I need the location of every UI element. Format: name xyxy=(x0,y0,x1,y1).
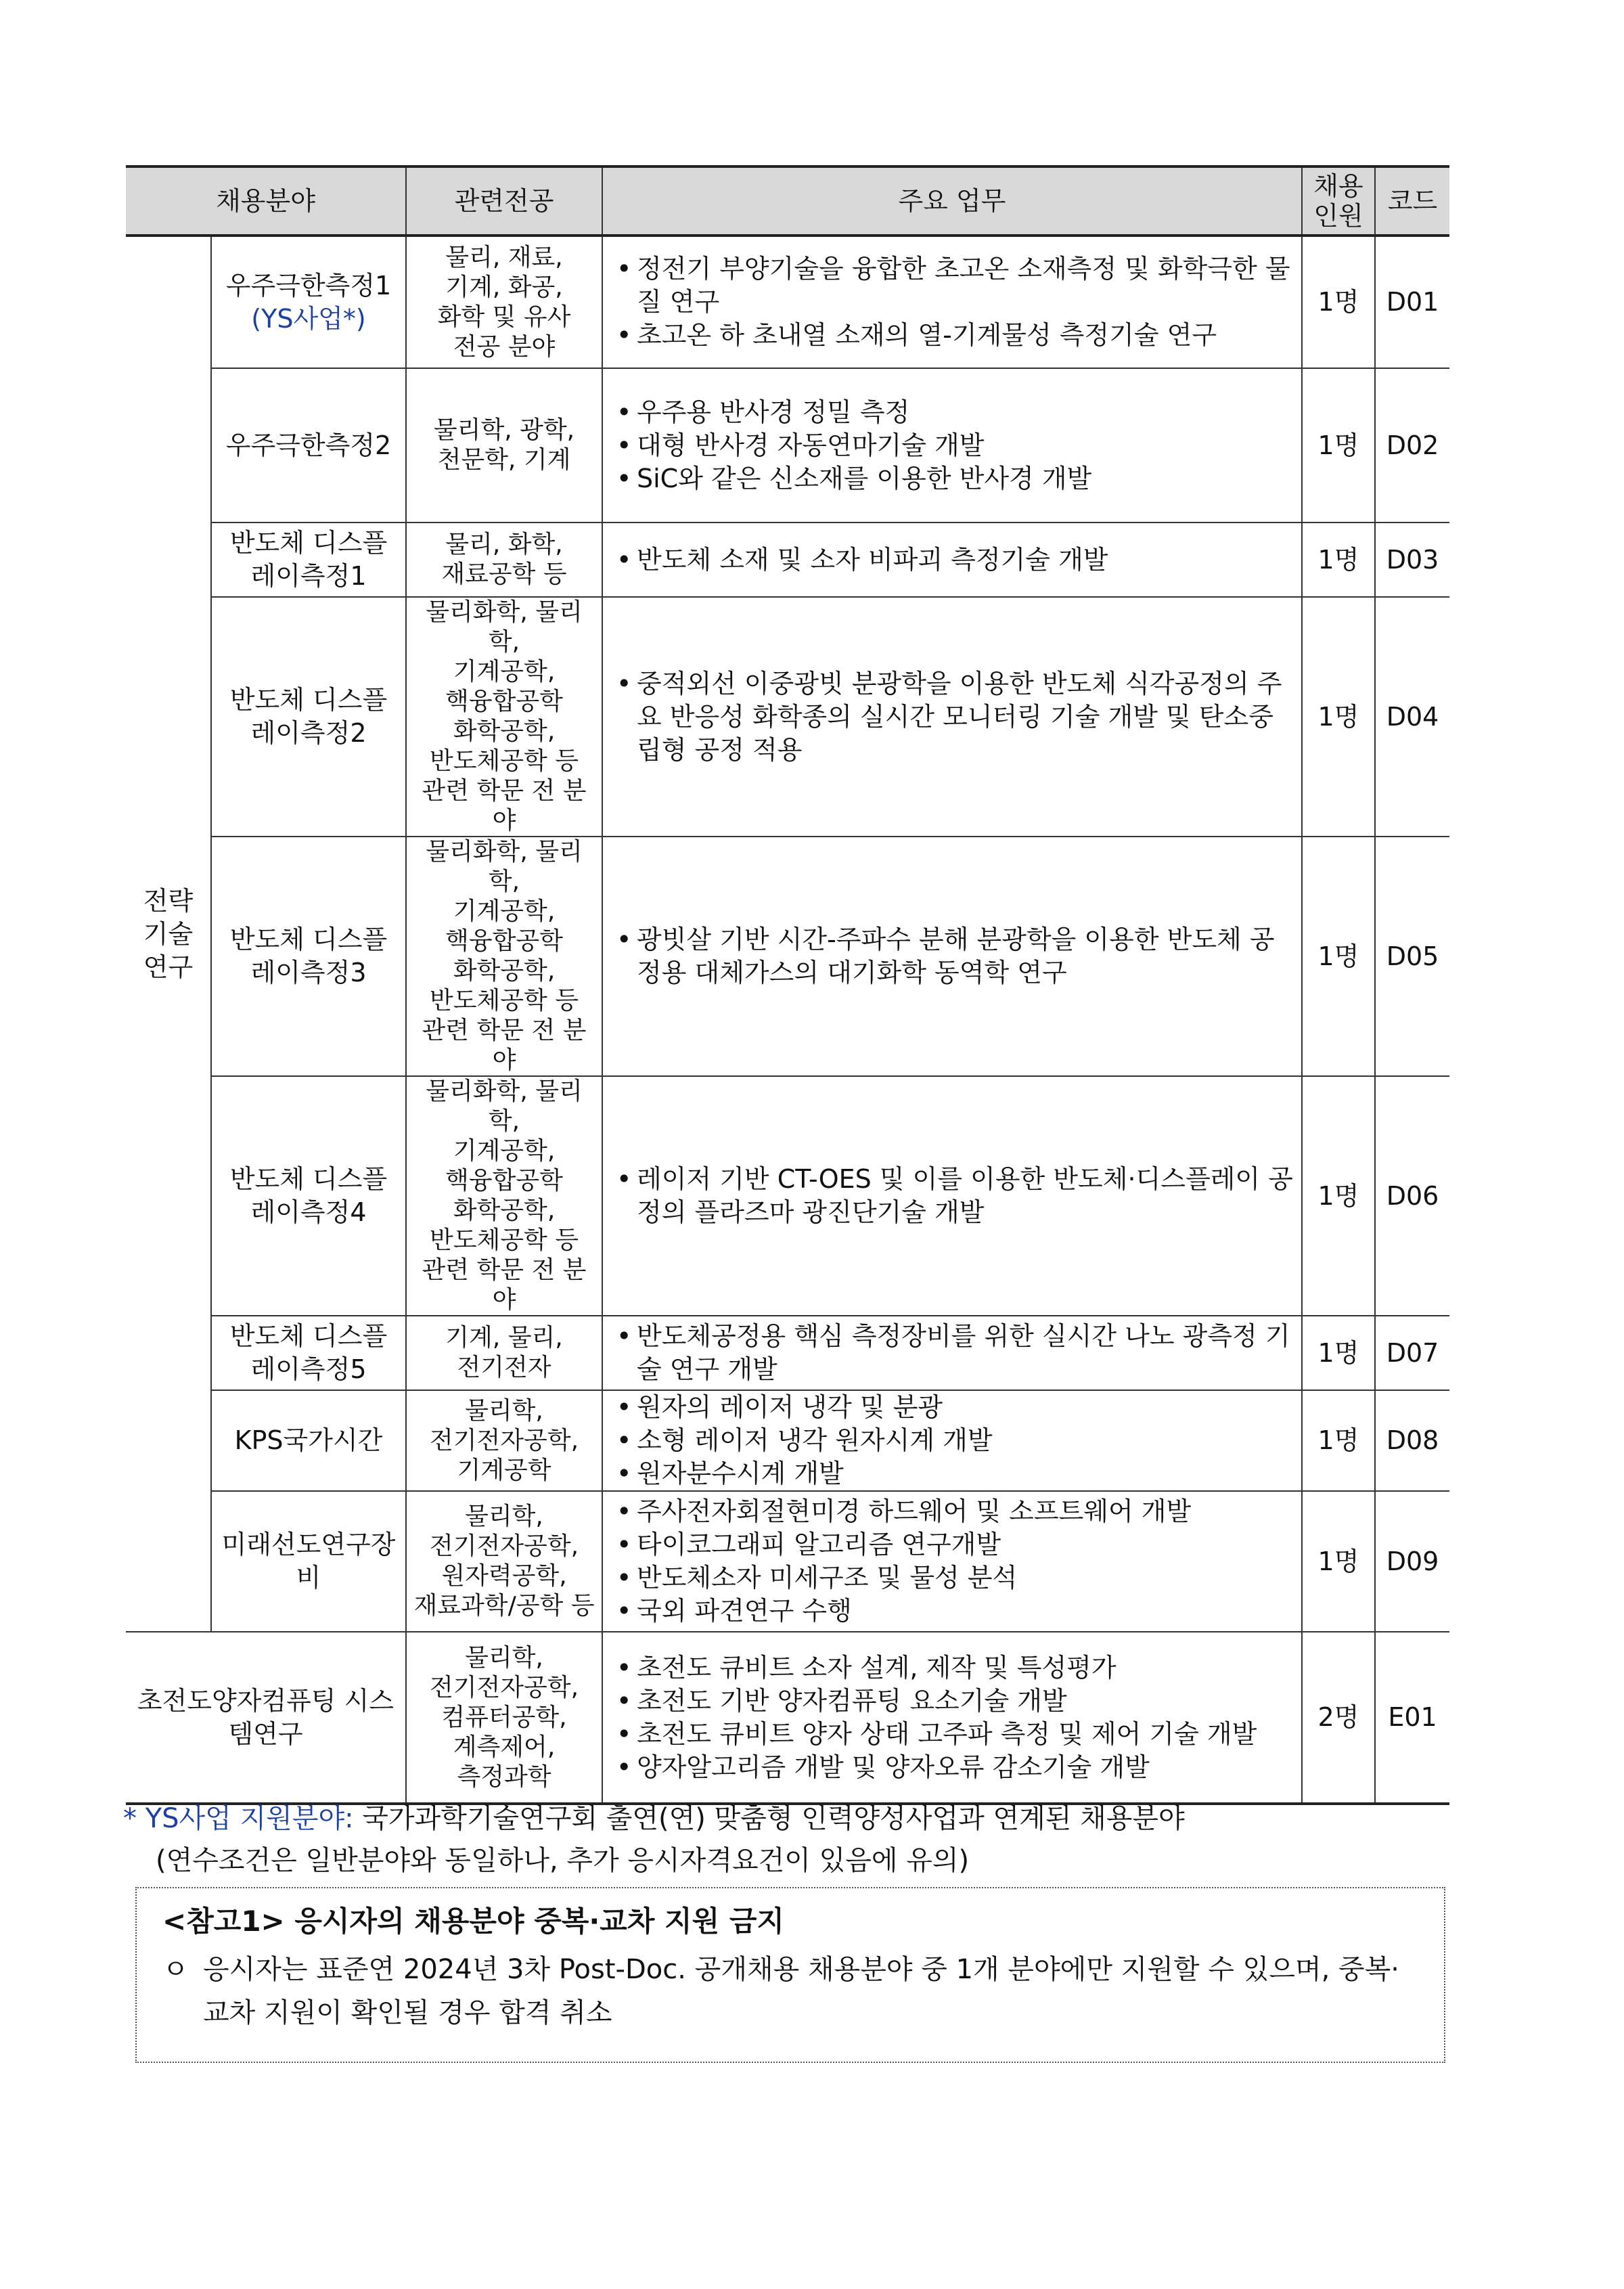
duty-item: • 원자분수시계 개발 xyxy=(616,1457,1294,1490)
major-line: 전공 분야 xyxy=(453,332,556,361)
major-line: 기계, 화공, xyxy=(445,273,563,301)
code-cell: D06 xyxy=(1375,1076,1449,1316)
code-cell: D08 xyxy=(1375,1390,1449,1491)
reference-item xyxy=(162,1948,1418,2035)
table-row xyxy=(126,837,1449,1076)
major-cell xyxy=(406,597,602,837)
major-line: 관련 학문 전 분야 xyxy=(422,1017,587,1074)
field-name-cell xyxy=(211,368,406,523)
footnote-label: YS사업 지원분야: xyxy=(145,1803,354,1834)
header-field: 채용분야 xyxy=(126,166,406,236)
major-cell xyxy=(406,1316,602,1390)
duty-item: • 반도체 소재 및 소자 비파괴 측정기술 개발 xyxy=(616,543,1294,577)
duty-item: • 레이저 기반 CT-OES 및 이를 이용한 반도체·디스플레이 공정의 플라즈마 광진단기술 개발 xyxy=(616,1163,1294,1229)
field-name: 반도체 디스플레이측정3 xyxy=(229,925,388,987)
major-line: 전기전자공학, xyxy=(429,1673,579,1702)
field-name-cell xyxy=(211,1390,406,1491)
field-name-cell xyxy=(126,1632,406,1804)
code-cell: D03 xyxy=(1375,523,1449,597)
major-line: 측정과학 xyxy=(457,1762,551,1791)
major-cell xyxy=(406,1390,602,1491)
reference-bullet: ㅇ xyxy=(162,1954,189,1985)
major-line: 물리학, xyxy=(465,1643,543,1672)
duty-cell xyxy=(602,1390,1302,1491)
table-row xyxy=(126,1316,1449,1390)
duty-list xyxy=(610,1391,1294,1490)
major-line: 관련 학문 전 분야 xyxy=(422,1256,587,1314)
category-cell xyxy=(126,236,211,1632)
ys-footnote xyxy=(123,1798,1449,1882)
duty-cell xyxy=(602,1491,1302,1632)
major-line: 물리학, xyxy=(465,1503,543,1530)
count-cell: 1명 xyxy=(1302,1390,1375,1491)
field-name: 미래선도연구장비 xyxy=(221,1530,396,1593)
major-line: 기계, 물리, xyxy=(445,1324,563,1352)
major-line: 물리학, 광학, xyxy=(433,416,575,444)
header-count xyxy=(1302,166,1375,236)
code-cell: D01 xyxy=(1375,236,1449,368)
reference-text: 응시자는 표준연 2024년 3차 Post-Doc. 공개채용 채용분야 중 1개 분야에만 지원할 수 있으며, 중복·교차 지원이 확인될 경우 합격 취소 xyxy=(203,1954,1400,2028)
duty-cell xyxy=(602,1632,1302,1804)
count-cell: 1명 xyxy=(1302,837,1375,1076)
major-line: 물리학, xyxy=(465,1396,543,1425)
reference-box xyxy=(135,1887,1445,2063)
duty-cell xyxy=(602,597,1302,837)
duty-list xyxy=(610,1495,1294,1628)
major-line: 화학공학, xyxy=(453,717,556,745)
table-row xyxy=(126,236,1449,368)
field-name-cell xyxy=(211,1076,406,1316)
table-row xyxy=(126,1390,1449,1491)
field-name-cell xyxy=(211,236,406,368)
code-cell: D09 xyxy=(1375,1491,1449,1632)
duty-item: • 초전도 큐비트 소자 설계, 제작 및 특성평가 xyxy=(616,1651,1294,1685)
duty-cell xyxy=(602,1316,1302,1390)
header-count-line1: 채용 xyxy=(1313,171,1363,201)
table-row xyxy=(126,597,1449,837)
table-row xyxy=(126,523,1449,597)
count-cell: 2명 xyxy=(1302,1632,1375,1804)
major-line: 원자력공학, xyxy=(441,1562,567,1590)
code-cell: E01 xyxy=(1375,1632,1449,1804)
table-header-row xyxy=(126,166,1449,236)
major-line: 물리, 재료, xyxy=(445,243,563,271)
count-cell: 1명 xyxy=(1302,368,1375,523)
major-line: 핵융합공학 xyxy=(445,927,563,955)
field-name-cell xyxy=(211,523,406,597)
field-name: 우주극한측정1 xyxy=(225,270,392,301)
major-line: 반도체공학 등 xyxy=(429,987,579,1015)
duty-list xyxy=(610,1651,1294,1784)
major-line: 재료과학/공학 등 xyxy=(413,1592,595,1620)
duty-item: • 국외 파견연구 수행 xyxy=(616,1595,1294,1628)
field-name: 반도체 디스플레이측정5 xyxy=(229,1321,388,1384)
field-name-cell xyxy=(211,837,406,1076)
major-cell xyxy=(406,1632,602,1804)
major-line: 화학공학, xyxy=(453,1197,556,1224)
major-line: 기계공학, xyxy=(453,897,556,925)
major-line: 관련 학문 전 분야 xyxy=(422,777,587,835)
major-line: 물리, 화학, xyxy=(445,531,563,558)
major-line: 계측제어, xyxy=(453,1733,556,1761)
major-line: 반도체공학 등 xyxy=(429,1226,579,1254)
field-name: 우주극한측정2 xyxy=(225,430,392,460)
code-cell: D05 xyxy=(1375,837,1449,1076)
category-line: 기술 xyxy=(143,918,194,949)
code-cell: D02 xyxy=(1375,368,1449,523)
duty-item: • 양자알고리즘 개발 및 양자오류 감소기술 개발 xyxy=(616,1751,1294,1784)
major-line: 기계공학, xyxy=(453,658,556,686)
field-name: KPS국가시간 xyxy=(234,1425,383,1455)
count-cell: 1명 xyxy=(1302,1491,1375,1632)
count-cell: 1명 xyxy=(1302,597,1375,837)
field-name: 반도체 디스플레이측정1 xyxy=(229,528,388,591)
major-line: 전기전자공학, xyxy=(429,1426,579,1454)
major-line: 반도체공학 등 xyxy=(429,747,579,775)
table-row xyxy=(126,1491,1449,1632)
duty-list xyxy=(610,543,1294,577)
count-cell: 1명 xyxy=(1302,1316,1375,1390)
major-cell xyxy=(406,1491,602,1632)
duty-item: • 초전도 기반 양자컴퓨팅 요소기술 개발 xyxy=(616,1685,1294,1718)
count-cell: 1명 xyxy=(1302,523,1375,597)
major-cell xyxy=(406,368,602,523)
duty-item: • SiC와 같은 신소재를 이용한 반사경 개발 xyxy=(616,462,1294,495)
duty-item: • 초고온 하 초내열 소재의 열-기계물성 측정기술 연구 xyxy=(616,319,1294,352)
duty-item: • 반도체소자 미세구조 및 물성 분석 xyxy=(616,1561,1294,1595)
header-code: 코드 xyxy=(1375,166,1449,236)
recruitment-table xyxy=(126,165,1449,1805)
code-cell: D04 xyxy=(1375,597,1449,837)
count-cell: 1명 xyxy=(1302,1076,1375,1316)
major-line: 전기전자공학, xyxy=(429,1532,579,1560)
duty-item: • 주사전자회절현미경 하드웨어 및 소프트웨어 개발 xyxy=(616,1495,1294,1528)
field-name-cell xyxy=(211,1316,406,1390)
count-cell: 1명 xyxy=(1302,236,1375,368)
table-row xyxy=(126,368,1449,523)
header-count-line2: 인원 xyxy=(1313,201,1363,231)
duty-item: • 우주용 반사경 정밀 측정 xyxy=(616,396,1294,429)
footnote-text: 국가과학기술연구회 출연(연) 맞춤형 인력양성사업과 연계된 채용분야 xyxy=(362,1803,1185,1834)
duty-list xyxy=(610,396,1294,495)
duty-item: • 반도체공정용 핵심 측정장비를 위한 실시간 나노 광측정 기술 연구 개발 xyxy=(616,1320,1294,1386)
duty-item: • 대형 반사경 자동연마기술 개발 xyxy=(616,429,1294,462)
header-duty: 주요 업무 xyxy=(602,166,1302,236)
major-cell xyxy=(406,1076,602,1316)
major-line: 물리화학, 물리학, xyxy=(426,598,583,656)
major-line: 화학공학, xyxy=(453,957,556,985)
duty-item: • 소형 레이저 냉각 원자시계 개발 xyxy=(616,1424,1294,1457)
duty-item: • 정전기 부양기술을 융합한 초고온 소재측정 및 화학극한 물질 연구 xyxy=(616,252,1294,319)
major-cell xyxy=(406,236,602,368)
duty-item: • 타이코그래피 알고리즘 연구개발 xyxy=(616,1528,1294,1561)
reference-title: <참고1> 응시자의 채용분야 중복·교차 지원 금지 xyxy=(162,1905,784,1938)
duty-cell xyxy=(602,1076,1302,1316)
major-line: 기계공학, xyxy=(453,1137,556,1165)
major-line: 전기전자 xyxy=(457,1354,551,1381)
major-line: 화학 및 유사 xyxy=(437,303,571,331)
duty-cell xyxy=(602,523,1302,597)
duty-list xyxy=(610,667,1294,767)
field-name-cell xyxy=(211,597,406,837)
duty-list xyxy=(610,1163,1294,1229)
duty-cell xyxy=(602,368,1302,523)
table-row xyxy=(126,1632,1449,1804)
table-row xyxy=(126,1076,1449,1316)
major-line: 기계공학 xyxy=(457,1456,551,1484)
duty-cell xyxy=(602,236,1302,368)
major-line: 재료공학 등 xyxy=(441,560,567,588)
category-line: 전략 xyxy=(143,885,194,916)
major-cell xyxy=(406,837,602,1076)
code-cell: D07 xyxy=(1375,1316,1449,1390)
field-name-cell xyxy=(211,1491,406,1632)
duty-item: • 중적외선 이중광빗 분광학을 이용한 반도체 식각공정의 주요 반응성 화학종의 실시간 모니터링 기술 개발 및 탄소중립형 공정 적용 xyxy=(616,667,1294,767)
duty-item: • 광빗살 기반 시간-주파수 분해 분광학을 이용한 반도체 공정용 대체가스의 대기화학 동역학 연구 xyxy=(616,923,1294,990)
header-major: 관련전공 xyxy=(406,166,602,236)
duty-list xyxy=(610,923,1294,990)
major-line: 천문학, 기계 xyxy=(437,446,571,474)
major-cell xyxy=(406,523,602,597)
footnote-star: * xyxy=(123,1803,137,1834)
footnote-line2: (연수조건은 일반분야와 동일하나, 추가 응시자격요건이 있음에 유의) xyxy=(156,1845,970,1876)
duty-item: • 초전도 큐비트 양자 상태 고주파 측정 및 제어 기술 개발 xyxy=(616,1718,1294,1751)
duty-list xyxy=(610,252,1294,352)
major-line: 물리화학, 물리학, xyxy=(426,838,583,895)
duty-cell xyxy=(602,837,1302,1076)
major-line: 컴퓨터공학, xyxy=(441,1703,567,1731)
field-name: 초전도양자컴퓨팅 시스템연구 xyxy=(137,1685,394,1749)
duty-item: • 원자의 레이저 냉각 및 분광 xyxy=(616,1391,1294,1424)
major-line: 물리화학, 물리학, xyxy=(426,1077,583,1135)
major-line: 핵융합공학 xyxy=(445,688,563,715)
field-name: 반도체 디스플레이측정2 xyxy=(229,685,388,748)
major-line: 핵융합공학 xyxy=(445,1167,563,1195)
category-line: 연구 xyxy=(143,952,194,982)
field-name: 반도체 디스플레이측정4 xyxy=(229,1164,388,1227)
ys-tag: (YS사업*) xyxy=(251,303,366,334)
duty-list xyxy=(610,1320,1294,1386)
